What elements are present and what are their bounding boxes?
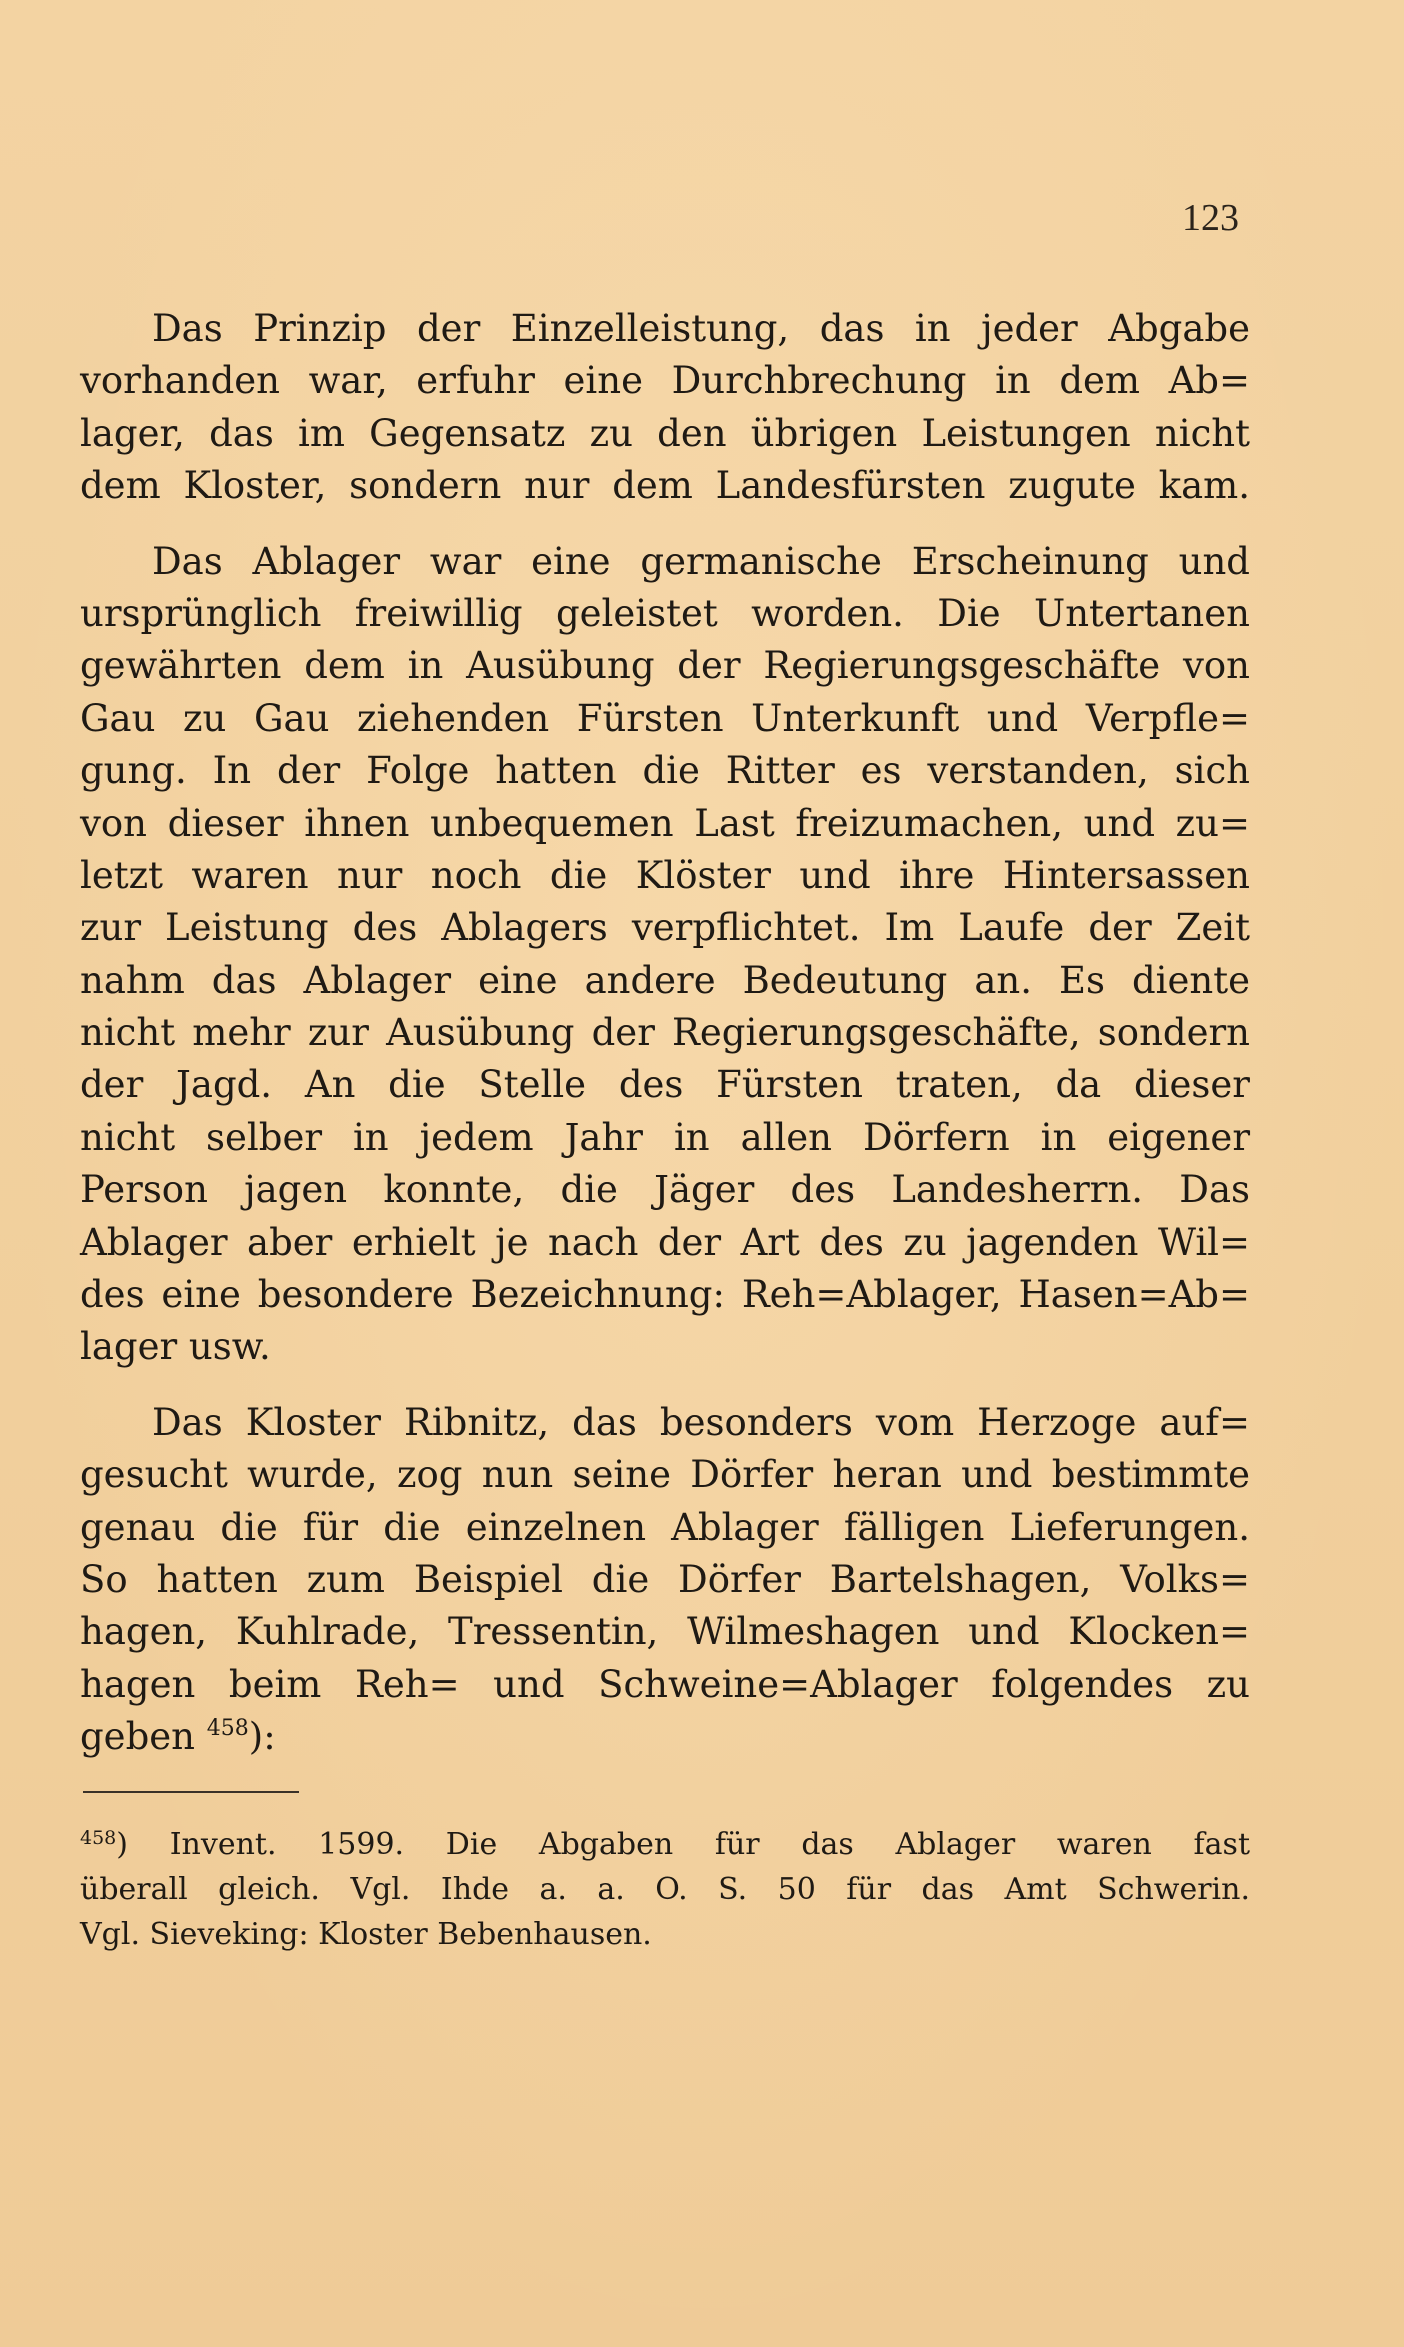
- paragraph-gap: [80, 513, 1250, 536]
- text-line: gesucht wurde, zog nun seine Dörfer heran und bestimmte: [80, 1453, 1250, 1497]
- paragraph-3: [80, 1397, 1250, 1764]
- footnote-line: Vgl. Sieveking: Kloster Bebenhausen.: [80, 1917, 652, 1952]
- text-line: nahm das Ablager eine andere Bedeutung an. Es diente: [80, 958, 1250, 1002]
- text-line: lager, das im Gegensatz zu den übrigen Leistungen nicht: [80, 411, 1250, 455]
- text-line: Das Ablager war eine germanische Erscheinung und: [152, 539, 1250, 583]
- text-line: Person jagen konnte, die Jäger des Landesherrn. Das: [80, 1168, 1250, 1212]
- text-line: gung. In der Folge hatten die Ritter es verstanden, sich: [80, 749, 1250, 793]
- text-line: der Jagd. An die Stelle des Fürsten traten, da dieser: [80, 1063, 1250, 1107]
- text-line: nicht mehr zur Ausübung der Regierungsgeschäfte, sondern: [80, 1011, 1250, 1055]
- footnote-reference[interactable]: 458: [206, 1716, 249, 1742]
- paragraph-1: [80, 303, 1250, 513]
- page-number: 123: [1182, 197, 1239, 239]
- text-line: hagen, Kuhlrade, Tressentin, Wilmeshagen und Klocken=: [80, 1610, 1250, 1654]
- text-line: dem Kloster, sondern nur dem Landesfürsten zugute kam.: [80, 464, 1250, 508]
- footnote: [80, 1822, 1250, 1957]
- text-line-final: [80, 1711, 1250, 1763]
- text-fragment: ):: [248, 1715, 276, 1759]
- text-line: nicht selber in jedem Jahr in allen Dörfern in eigener: [80, 1115, 1250, 1159]
- paragraph-gap: [80, 1374, 1250, 1397]
- text-line: So hatten zum Beispiel die Dörfer Bartelshagen, Volks=: [80, 1557, 1250, 1601]
- text-line: lager usw.: [80, 1325, 271, 1369]
- text-line: gewährten dem in Ausübung der Regierungsgeschäfte von: [80, 644, 1250, 688]
- text-fragment: geben: [80, 1715, 195, 1759]
- text-line: Das Kloster Ribnitz, das besonders vom Herzoge auf=: [152, 1400, 1250, 1444]
- footnote-line: [80, 1822, 1250, 1867]
- text-line: zur Leistung des Ablagers verpflichtet. Im Laufe der Zeit: [80, 906, 1250, 950]
- paragraph-2: [80, 536, 1250, 1374]
- footnote-marker: 458: [80, 1827, 117, 1849]
- footnote-text: Invent. 1599. Die Abgaben für das Ablager waren fast: [169, 1827, 1250, 1862]
- text-line: vorhanden war, erfuhr eine Durchbrechung in dem Ab=: [80, 359, 1250, 403]
- text-line: von dieser ihnen unbequemen Last freizumachen, und zu=: [80, 801, 1250, 845]
- text-line: Das Prinzip der Einzelleistung, das in jeder Abgabe: [152, 307, 1250, 350]
- text-line: des eine besondere Bezeichnung: Reh=Ablager, Hasen=Ab=: [80, 1273, 1250, 1317]
- footnote-marker-close: ): [116, 1827, 128, 1862]
- body-text: [80, 303, 1250, 1764]
- footnote-divider: [83, 1791, 299, 1793]
- text-line: Gau zu Gau ziehenden Fürsten Unterkunft und Verpfle=: [80, 696, 1250, 740]
- text-line: hagen beim Reh= und Schweine=Ablager folgendes zu: [80, 1662, 1250, 1706]
- text-line: genau die für die einzelnen Ablager fälligen Lieferungen.: [80, 1505, 1250, 1549]
- text-line: Ablager aber erhielt je nach der Art des zu jagenden Wil=: [80, 1220, 1250, 1264]
- text-line: ursprünglich freiwillig geleistet worden. Die Untertanen: [80, 591, 1250, 635]
- footnote-line: überall gleich. Vgl. Ihde a. a. O. S. 50 für das Amt Schwerin.: [80, 1872, 1250, 1907]
- text-line: letzt waren nur noch die Klöster und ihre Hintersassen: [80, 853, 1250, 897]
